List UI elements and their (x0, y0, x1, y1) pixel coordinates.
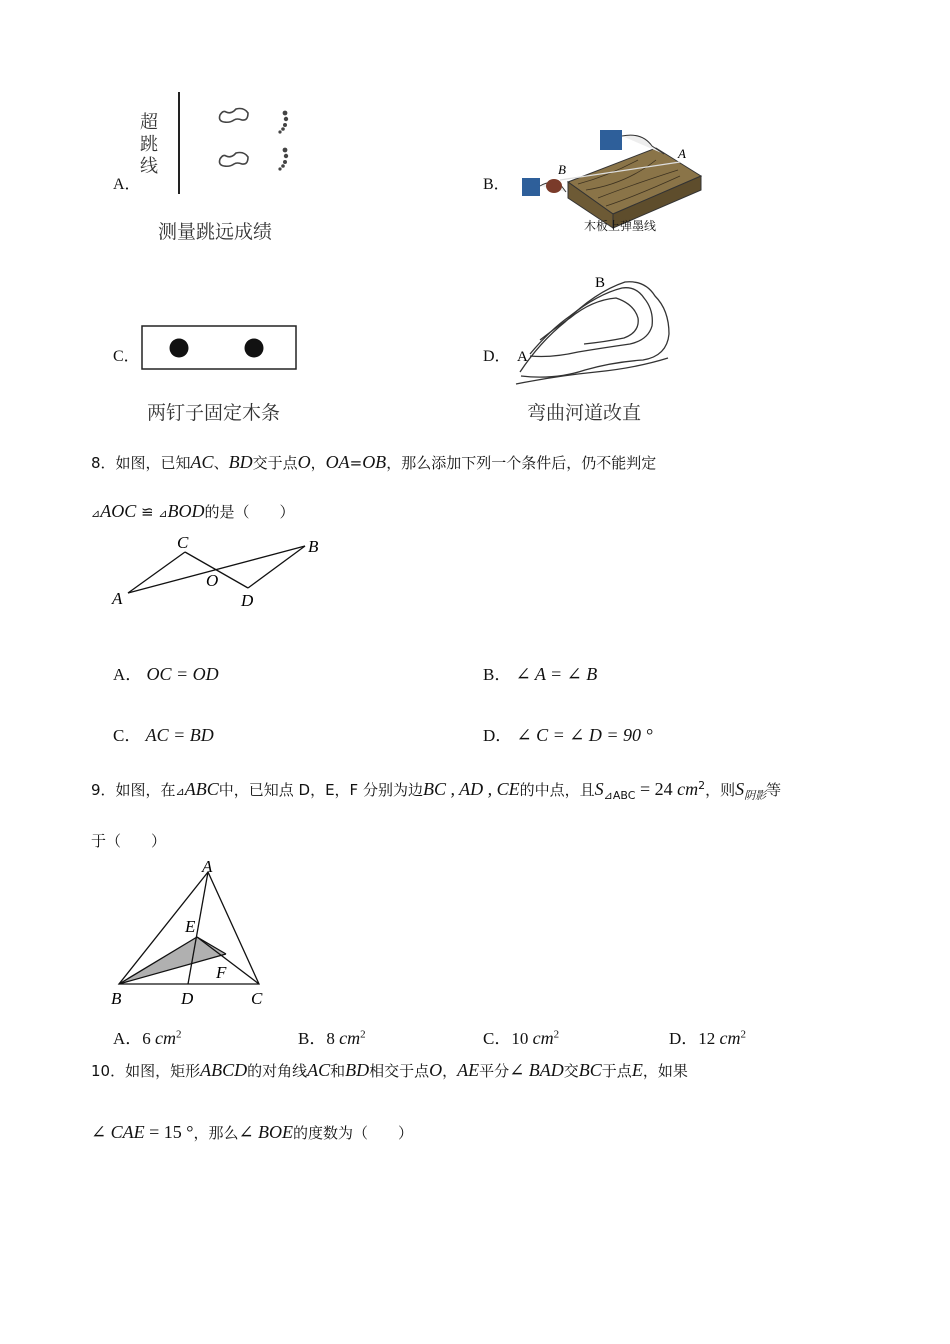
b-point-b: B (558, 162, 566, 177)
q8-option-c[interactable]: C． AC = BD (113, 725, 214, 745)
q9-figure (105, 858, 275, 1010)
q7-figure-b-board-chalk-line (516, 128, 706, 240)
b-point-a: A (678, 146, 686, 161)
q8-label-o: O (206, 571, 219, 590)
q8-option-d[interactable]: D． ∠ C = ∠ D = 90 ° (483, 725, 653, 745)
q7-caption-a: 测量跳远成绩 (158, 221, 273, 243)
footprints-icon (138, 88, 298, 198)
d-point-a: A (517, 349, 528, 365)
q9-label-f: F (216, 963, 227, 982)
q10-stem-line2: ∠ CAE = 15 °，那么∠ BOE的度数为（ ） (91, 1122, 414, 1142)
q8-stem-line2: ⊿AOC ≌ ⊿BOD的是（ ） (91, 501, 295, 521)
q9-label-c: C (251, 989, 263, 1008)
q9-label-b: B (111, 989, 122, 1008)
q9-label-a: A (202, 858, 213, 876)
q7-option-c-label: C． (113, 348, 140, 365)
q8-label-a: A (112, 589, 123, 608)
q9-stem-line1: 9．如图，在⊿ABC中，已知点 D，E，F 分别为边BC , AD , CE的中点，且$S_{⊿ABC} = 24$ $cm^2$，则$S_{阴影}$等 (91, 779, 782, 802)
q8-option-b[interactable]: B． ∠ A = ∠ B (483, 664, 598, 684)
q7-figure-c-strip (140, 324, 300, 372)
q9-option-c[interactable]: C．10 $cm^2$ (483, 1028, 560, 1048)
q7-option-a-label: A． (113, 176, 141, 193)
q7-caption-c: 两钉子固定木条 (147, 402, 281, 424)
q8-label-c: C (177, 533, 189, 552)
q10-stem-line1: 10．如图，矩形ABCD的对角线AC和BD相交于点O，AE平分∠ BAD交BC于点E，如果 (91, 1060, 688, 1080)
d-point-b: B (595, 275, 606, 291)
q7-figure-d-river (510, 272, 675, 388)
q7-caption-b: 木板上弹墨线 (584, 219, 657, 233)
nail-icon (245, 339, 264, 358)
q9-option-a[interactable]: A．6 $cm^2$ (113, 1028, 182, 1048)
q9-label-d: D (181, 989, 194, 1008)
nail-icon (170, 339, 189, 358)
q7-figure-a (138, 88, 298, 198)
q9-stem-line2: 于（ ） (91, 832, 167, 850)
q7-option-d-label: D． (483, 348, 511, 365)
q8-label-b: B (308, 537, 319, 556)
q9-option-d[interactable]: D．12 $cm^2$ (669, 1028, 747, 1048)
jump-line-text: 超 跳 线 (140, 112, 158, 177)
q7-caption-d: 弯曲河道改直 (527, 402, 642, 424)
q7-option-b-label: B． (483, 176, 510, 193)
q9-option-b[interactable]: B．8 $cm^2$ (298, 1028, 366, 1048)
q9-label-e: E (185, 917, 196, 936)
q8-figure (105, 530, 335, 612)
q8-label-d: D (241, 591, 254, 610)
q8-option-a[interactable]: A． OC = OD (113, 664, 219, 684)
q8-stem-line1: 8．如图，已知AC、BD交于点O，OA=OB，那么添加下列一个条件后，仍不能判定 (91, 452, 657, 472)
